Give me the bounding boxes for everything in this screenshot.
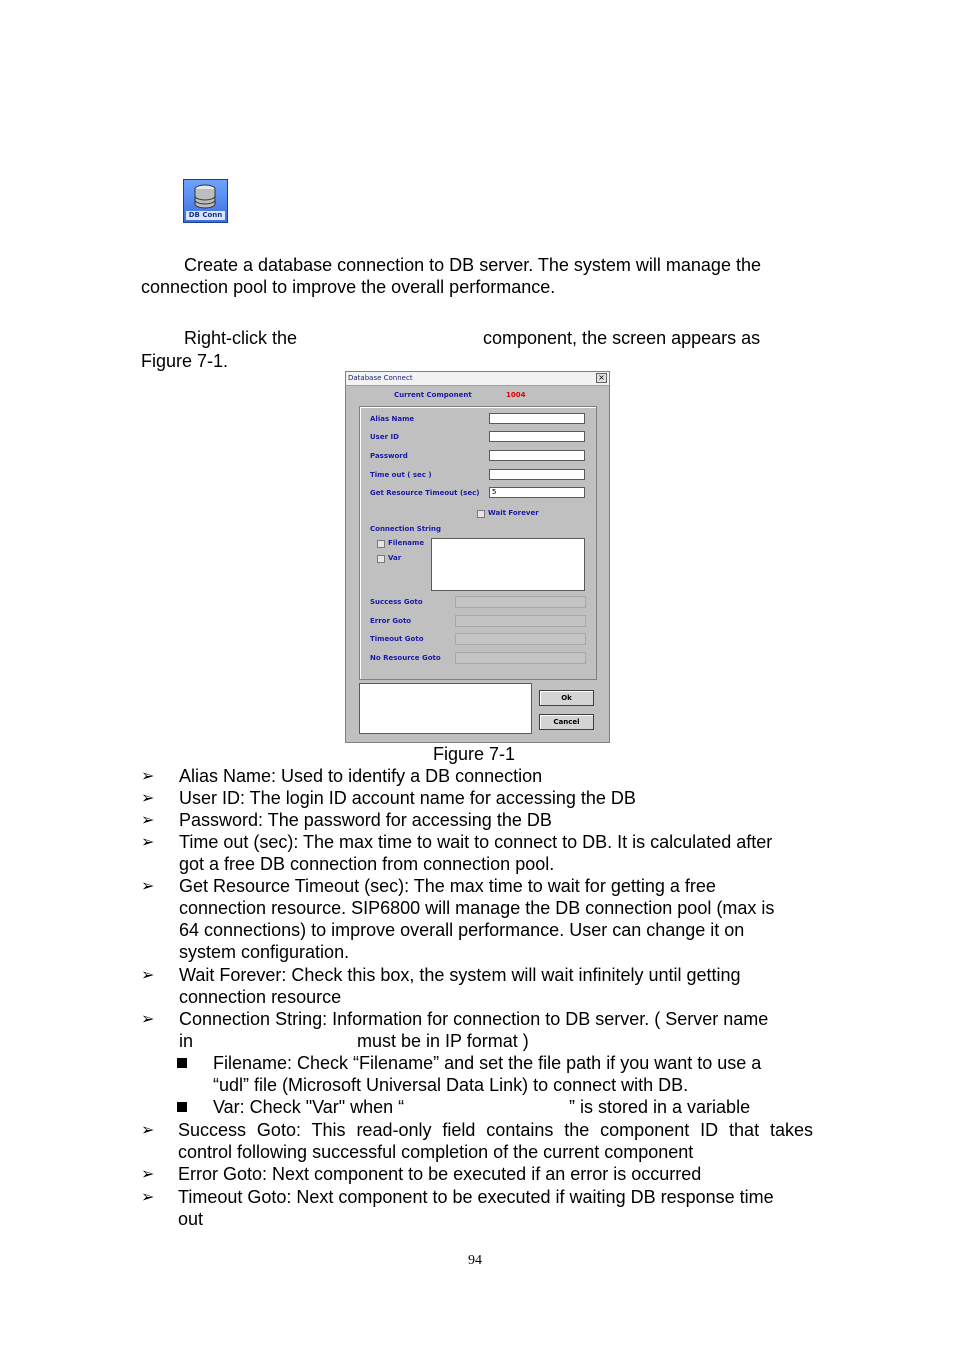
intro-line-2: connection pool to improve the overall performance.: [141, 277, 556, 297]
wait-forever-checkbox[interactable]: [477, 510, 485, 518]
bullet-success-goto-line-1: Success Goto: This read-only field contains the component ID that takes: [178, 1120, 813, 1140]
rightclick-part-2: component, the screen appears as: [483, 328, 761, 348]
figure-caption: Figure 7-1: [433, 744, 516, 764]
current-component-label: Current Component: [394, 391, 472, 399]
success-goto-field: [455, 596, 586, 608]
error-goto-field: [455, 615, 586, 627]
rightclick-part-1: Right-click the: [184, 328, 298, 348]
bullet-time-out-line-2: got a free DB connection from connection pool.: [179, 854, 555, 874]
sub-bullet-var-part-2: ” is stored in a variable: [569, 1097, 751, 1117]
sub-bullet-var-part-1: Var: Check "Var" when “: [213, 1097, 405, 1117]
bullet-get-resource-line-3: 64 connections) to improve overall performance. User can change it on: [179, 920, 745, 940]
arrow-bullet-icon: ➢: [141, 1187, 155, 1206]
arrow-bullet-icon: ➢: [141, 788, 155, 807]
var-checkbox[interactable]: [377, 555, 385, 563]
filename-checkbox[interactable]: [377, 540, 385, 548]
arrow-bullet-icon: ➢: [141, 965, 155, 984]
alias-name-label: Alias Name: [370, 415, 415, 423]
bullet-timeout-goto-line-2: out: [178, 1209, 204, 1229]
icon-label: DB Conn: [186, 211, 225, 220]
time-out-input[interactable]: [489, 469, 585, 480]
intro-line-1: Create a database connection to DB server. The system will manage the: [184, 255, 761, 275]
close-icon[interactable]: ×: [596, 373, 607, 383]
bullet-success-goto-line-2: control following successful completion of the current component: [178, 1142, 694, 1162]
bullet-connection-string-line-1: Connection String: Information for connection to DB server. ( Server name: [179, 1009, 769, 1029]
bullet-connection-string-line-2a: in: [179, 1031, 194, 1051]
arrow-bullet-icon: ➢: [141, 810, 155, 829]
database-cylinder-icon: [193, 184, 217, 210]
database-connect-dialog: [345, 371, 610, 743]
password-label: Password: [370, 452, 408, 460]
filename-label: Filename: [388, 539, 425, 547]
cancel-button[interactable]: Cancel: [539, 714, 594, 730]
timeout-goto-label: Timeout Goto: [370, 635, 424, 643]
bullet-wait-forever-line-2: connection resource: [179, 987, 342, 1007]
rightclick-line-2: Figure 7-1.: [141, 351, 229, 371]
error-goto-label: Error Goto: [370, 617, 412, 625]
user-id-input[interactable]: [489, 431, 585, 442]
arrow-bullet-icon: ➢: [141, 876, 155, 895]
sub-bullet-filename-line-1: Filename: Check “Filename” and set the file path if you want to use a: [213, 1053, 762, 1073]
ok-button[interactable]: Ok: [539, 690, 594, 706]
success-goto-label: Success Goto: [370, 598, 423, 606]
connection-string-label: Connection String: [370, 525, 442, 533]
dialog-titlebar: [346, 372, 609, 386]
user-id-label: User ID: [370, 433, 399, 441]
timeout-goto-field: [455, 633, 586, 645]
sub-bullet-filename-line-2: “udl” file (Microsoft Universal Data Link) to connect with DB.: [213, 1075, 689, 1095]
bullet-timeout-goto-line-1: Timeout Goto: Next component to be executed if waiting DB response time: [178, 1187, 774, 1207]
arrow-bullet-icon: ➢: [141, 832, 155, 851]
square-bullet-icon: [177, 1102, 187, 1112]
bullet-get-resource-line-4: system configuration.: [179, 942, 350, 962]
arrow-bullet-icon: ➢: [141, 766, 155, 785]
alias-name-input[interactable]: [489, 413, 585, 424]
connection-string-textarea[interactable]: [431, 538, 585, 591]
bullet-error-goto: Error Goto: Next component to be executed if an error is occurred: [178, 1164, 702, 1184]
bullet-user-id: User ID: The login ID account name for accessing the DB: [179, 788, 636, 808]
bullet-alias-name: Alias Name: Used to identify a DB connection: [179, 766, 543, 786]
time-out-label: Time out ( sec ): [370, 471, 432, 479]
bullet-connection-string-line-2b: must be in IP format ): [357, 1031, 529, 1051]
square-bullet-icon: [177, 1058, 187, 1068]
bullet-wait-forever-line-1: Wait Forever: Check this box, the system will wait infinitely until getting: [179, 965, 741, 985]
var-label: Var: [388, 554, 402, 562]
bullet-time-out-line-1: Time out (sec): The max time to wait to connect to DB. It is calculated after: [179, 832, 773, 852]
arrow-bullet-icon: ➢: [141, 1120, 155, 1139]
current-component-value: 1004: [506, 391, 526, 399]
db-connection-icon: [183, 179, 228, 223]
arrow-bullet-icon: ➢: [141, 1009, 155, 1028]
get-resource-timeout-input[interactable]: 5: [489, 487, 585, 498]
dialog-title: Database Connect: [348, 374, 413, 382]
bullet-get-resource-line-1: Get Resource Timeout (sec): The max time to wait for getting a free: [179, 876, 716, 896]
no-resource-goto-label: No Resource Goto: [370, 654, 441, 662]
get-resource-timeout-label: Get Resource Timeout (sec): [370, 489, 480, 497]
status-textarea[interactable]: [359, 683, 532, 734]
no-resource-goto-field: [455, 652, 586, 664]
wait-forever-label: Wait Forever: [488, 509, 539, 517]
bullet-get-resource-line-2: connection resource. SIP6800 will manage the DB connection pool (max is: [179, 898, 775, 918]
arrow-bullet-icon: ➢: [141, 1164, 155, 1183]
password-input[interactable]: [489, 450, 585, 461]
page-number: 94: [468, 1253, 482, 1268]
bullet-password: Password: The password for accessing the DB: [179, 810, 552, 830]
